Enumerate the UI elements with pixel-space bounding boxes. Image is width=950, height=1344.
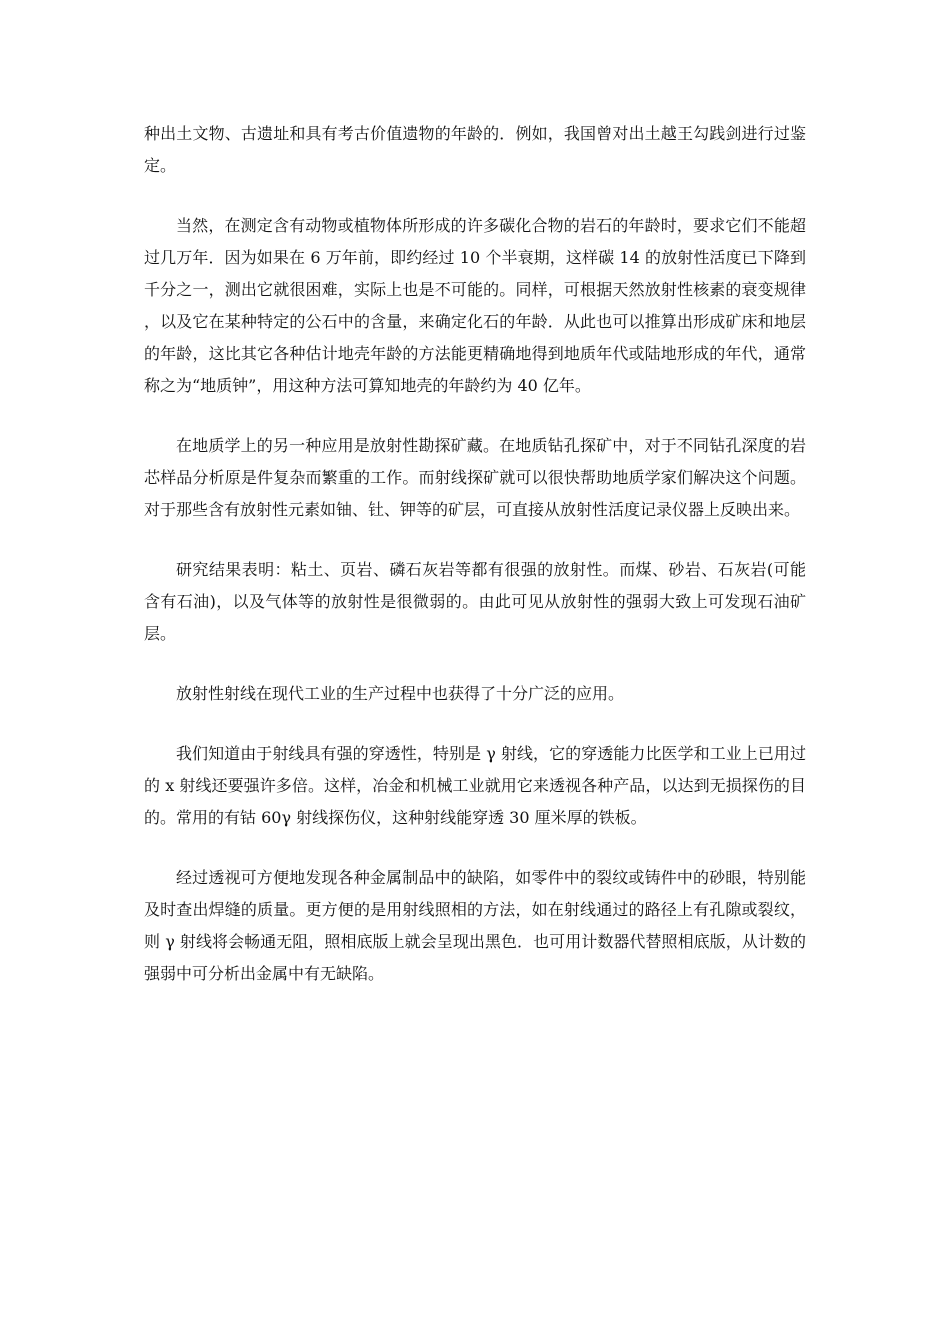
paragraph-5: 放射性射线在现代工业的生产过程中也获得了十分广泛的应用。 [176, 684, 625, 703]
paragraph-3: 在地质学上的另一种应用是放射性勘探矿藏。在地质钻孔探矿中，对于不同钻孔深度的岩芯样品分析原是件复杂而繁重的工作。而射线探矿就可以很快帮助地质学家们解决这个问题。对于那些含有放射性元素如铀、钍、钾等的矿层，可直接从放射性活度记录仪器上反映出来。 [144, 436, 806, 519]
paragraph-1: 种出土文物、古遗址和具有考古价值遗物的年龄的．例如，我国曾对出土越王勾践剑进行过鉴定。 [144, 124, 806, 175]
paragraph-2: 当然，在测定含有动物或植物体所形成的许多碳化合物的岩石的年龄时，要求它们不能超过几万年．因为如果在 6 万年前，即约经过 10 个半衰期，这样碳 14 的放射性活度已下降到千分之一，测出它就很困难，实际上也是不可能的。同样，可根据天然放射性核素的衰变规律，以及它在某种特定的公石中的含量，来确定化石的年龄．从此也可以推算出形成矿床和地层的年龄，这比其它各种估计地壳年龄的方法能更精确地得到地质年代或陆地形成的年代，通常称之为“地质钟”，用这种方法可算知地壳的年龄约为 40 亿年。 [144, 216, 806, 395]
paragraph-6: 我们知道由于射线具有强的穿透性，特别是 γ 射线，它的穿透能力比医学和工业上已用过的 x 射线还要强许多倍。这样，冶金和机械工业就用它来透视各种产品，以达到无损探伤的目的。常用的有钴 60γ 射线探伤仪，这种射线能穿透 30 厘米厚的铁板。 [144, 744, 806, 827]
paragraph-7: 经过透视可方便地发现各种金属制品中的缺陷，如零件中的裂纹或铸件中的砂眼，特别能及时查出焊缝的质量。更方便的是用射线照相的方法，如在射线通过的路径上有孔隙或裂纹，则 γ 射线将会畅通无阻，照相底版上就会呈现出黑色．也可用计数器代替照相底版，从计数的强弱中可分析出金属中有无缺陷。 [144, 868, 806, 983]
paragraph-4: 研究结果表明：粘土、页岩、磷石灰岩等都有很强的放射性。而煤、砂岩、石灰岩(可能含有石油)，以及气体等的放射性是很微弱的。由此可见从放射性的强弱大致上可发现石油矿层。 [144, 560, 806, 643]
document-body [144, 118, 806, 1018]
